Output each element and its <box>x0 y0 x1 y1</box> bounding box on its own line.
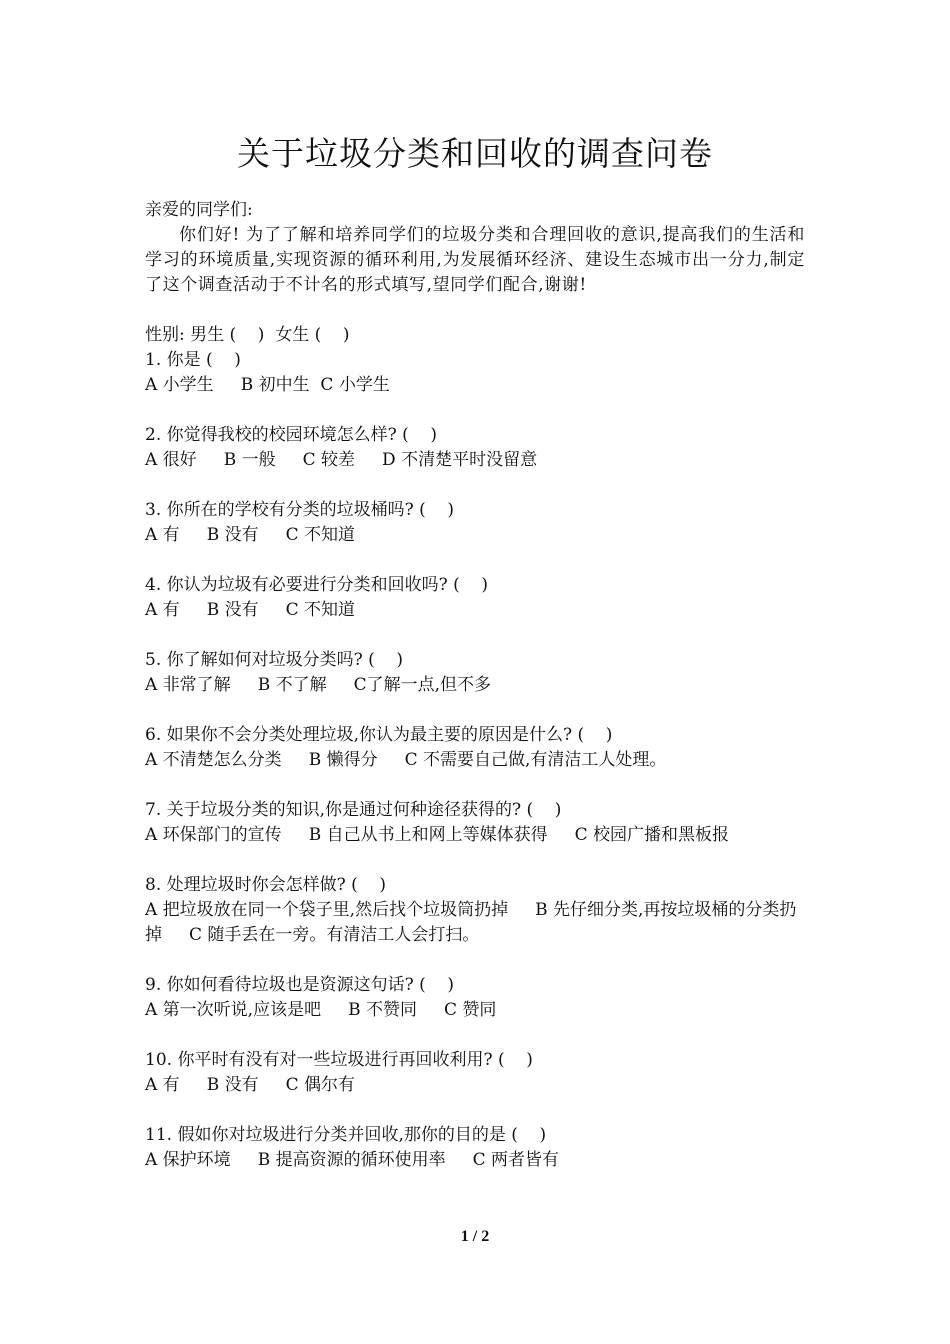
question-options: A 有 B 没有 C 不知道 <box>145 525 356 545</box>
question-options: A 很好 B 一般 C 较差 D 不清楚平时没留意 <box>145 450 538 470</box>
question-options: A 非常了解 B 不了解 C了解一点,但不多 <box>145 675 492 695</box>
gender-line: 性别: 男生 ( ) 女生 ( ) <box>145 325 350 345</box>
question-9 <box>145 973 805 1023</box>
question-text: 1. 你是 ( ) <box>145 350 241 370</box>
question-text: 10. 你平时有没有对一些垃圾进行再回收利用? ( ) <box>145 1050 533 1070</box>
question-3 <box>145 498 805 548</box>
question-6 <box>145 723 805 773</box>
question-10 <box>145 1048 805 1098</box>
question-text: 3. 你所在的学校有分类的垃圾桶吗? ( ) <box>145 500 455 520</box>
question-options: A 有 B 没有 C 偶尔有 <box>145 1075 356 1095</box>
question-text: 6. 如果你不会分类处理垃圾,你认为最主要的原因是什么? ( ) <box>145 725 613 745</box>
question-7 <box>145 798 805 848</box>
question-8 <box>145 873 805 948</box>
question-options: A 把垃圾放在同一个袋子里,然后找个垃圾筒扔掉 B 先仔细分类,再按垃圾桶的分类扔掉 C 随手丢在一旁。有清洁工人会打扫。 <box>145 900 797 945</box>
question-text: 5. 你了解如何对垃圾分类吗? ( ) <box>145 650 404 670</box>
question-2 <box>145 423 805 473</box>
page-number: 1 / 2 <box>460 1228 490 1245</box>
question-options: A 保护环境 B 提高资源的循环使用率 C 两者皆有 <box>145 1150 560 1170</box>
question-11 <box>145 1123 805 1173</box>
question-options: A 第一次听说,应该是吧 B 不赞同 C 赞同 <box>145 1000 497 1020</box>
question-options: A 不清楚怎么分类 B 懒得分 C 不需要自己做,有清洁工人处理。 <box>145 750 667 770</box>
question-text: 7. 关于垃圾分类的知识,你是通过何种途径获得的? ( ) <box>145 800 562 820</box>
spacer <box>145 298 805 323</box>
question-4 <box>145 573 805 623</box>
question-text: 8. 处理垃圾时你会怎样做? ( ) <box>145 875 387 895</box>
question-text: 9. 你如何看待垃圾也是资源这句话? ( ) <box>145 975 455 995</box>
page-title: 关于垃圾分类和回收的调查问卷 <box>237 134 713 173</box>
question-text: 11. 假如你对垃圾进行分类并回收,那你的目的是 ( ) <box>145 1125 547 1145</box>
greeting: 亲爱的同学们: <box>145 200 253 220</box>
question-text: 2. 你觉得我校的校园环境怎么样? ( ) <box>145 425 438 445</box>
intro-paragraph: 你们好! 为了了解和培养同学们的垃圾分类和合理回收的意识,提高我们的生活和学习的环境质量,实现资源的循环利用,为发展循环经济、建设生态城市出一分力,制定了这个调查活动于不计名的形式填写,望同学们配合,谢谢! <box>145 225 806 295</box>
question-options: A 小学生 B 初中生 C 小学生 <box>145 375 390 395</box>
question-5 <box>145 648 805 698</box>
question-options: A 有 B 没有 C 不知道 <box>145 600 356 620</box>
question-options: A 环保部门的宣传 B 自己从书上和网上等媒体获得 C 校园广播和黑板报 <box>145 825 730 845</box>
questionnaire-body <box>145 198 805 1198</box>
question-1 <box>145 348 805 398</box>
question-text: 4. 你认为垃圾有必要进行分类和回收吗? ( ) <box>145 575 489 595</box>
